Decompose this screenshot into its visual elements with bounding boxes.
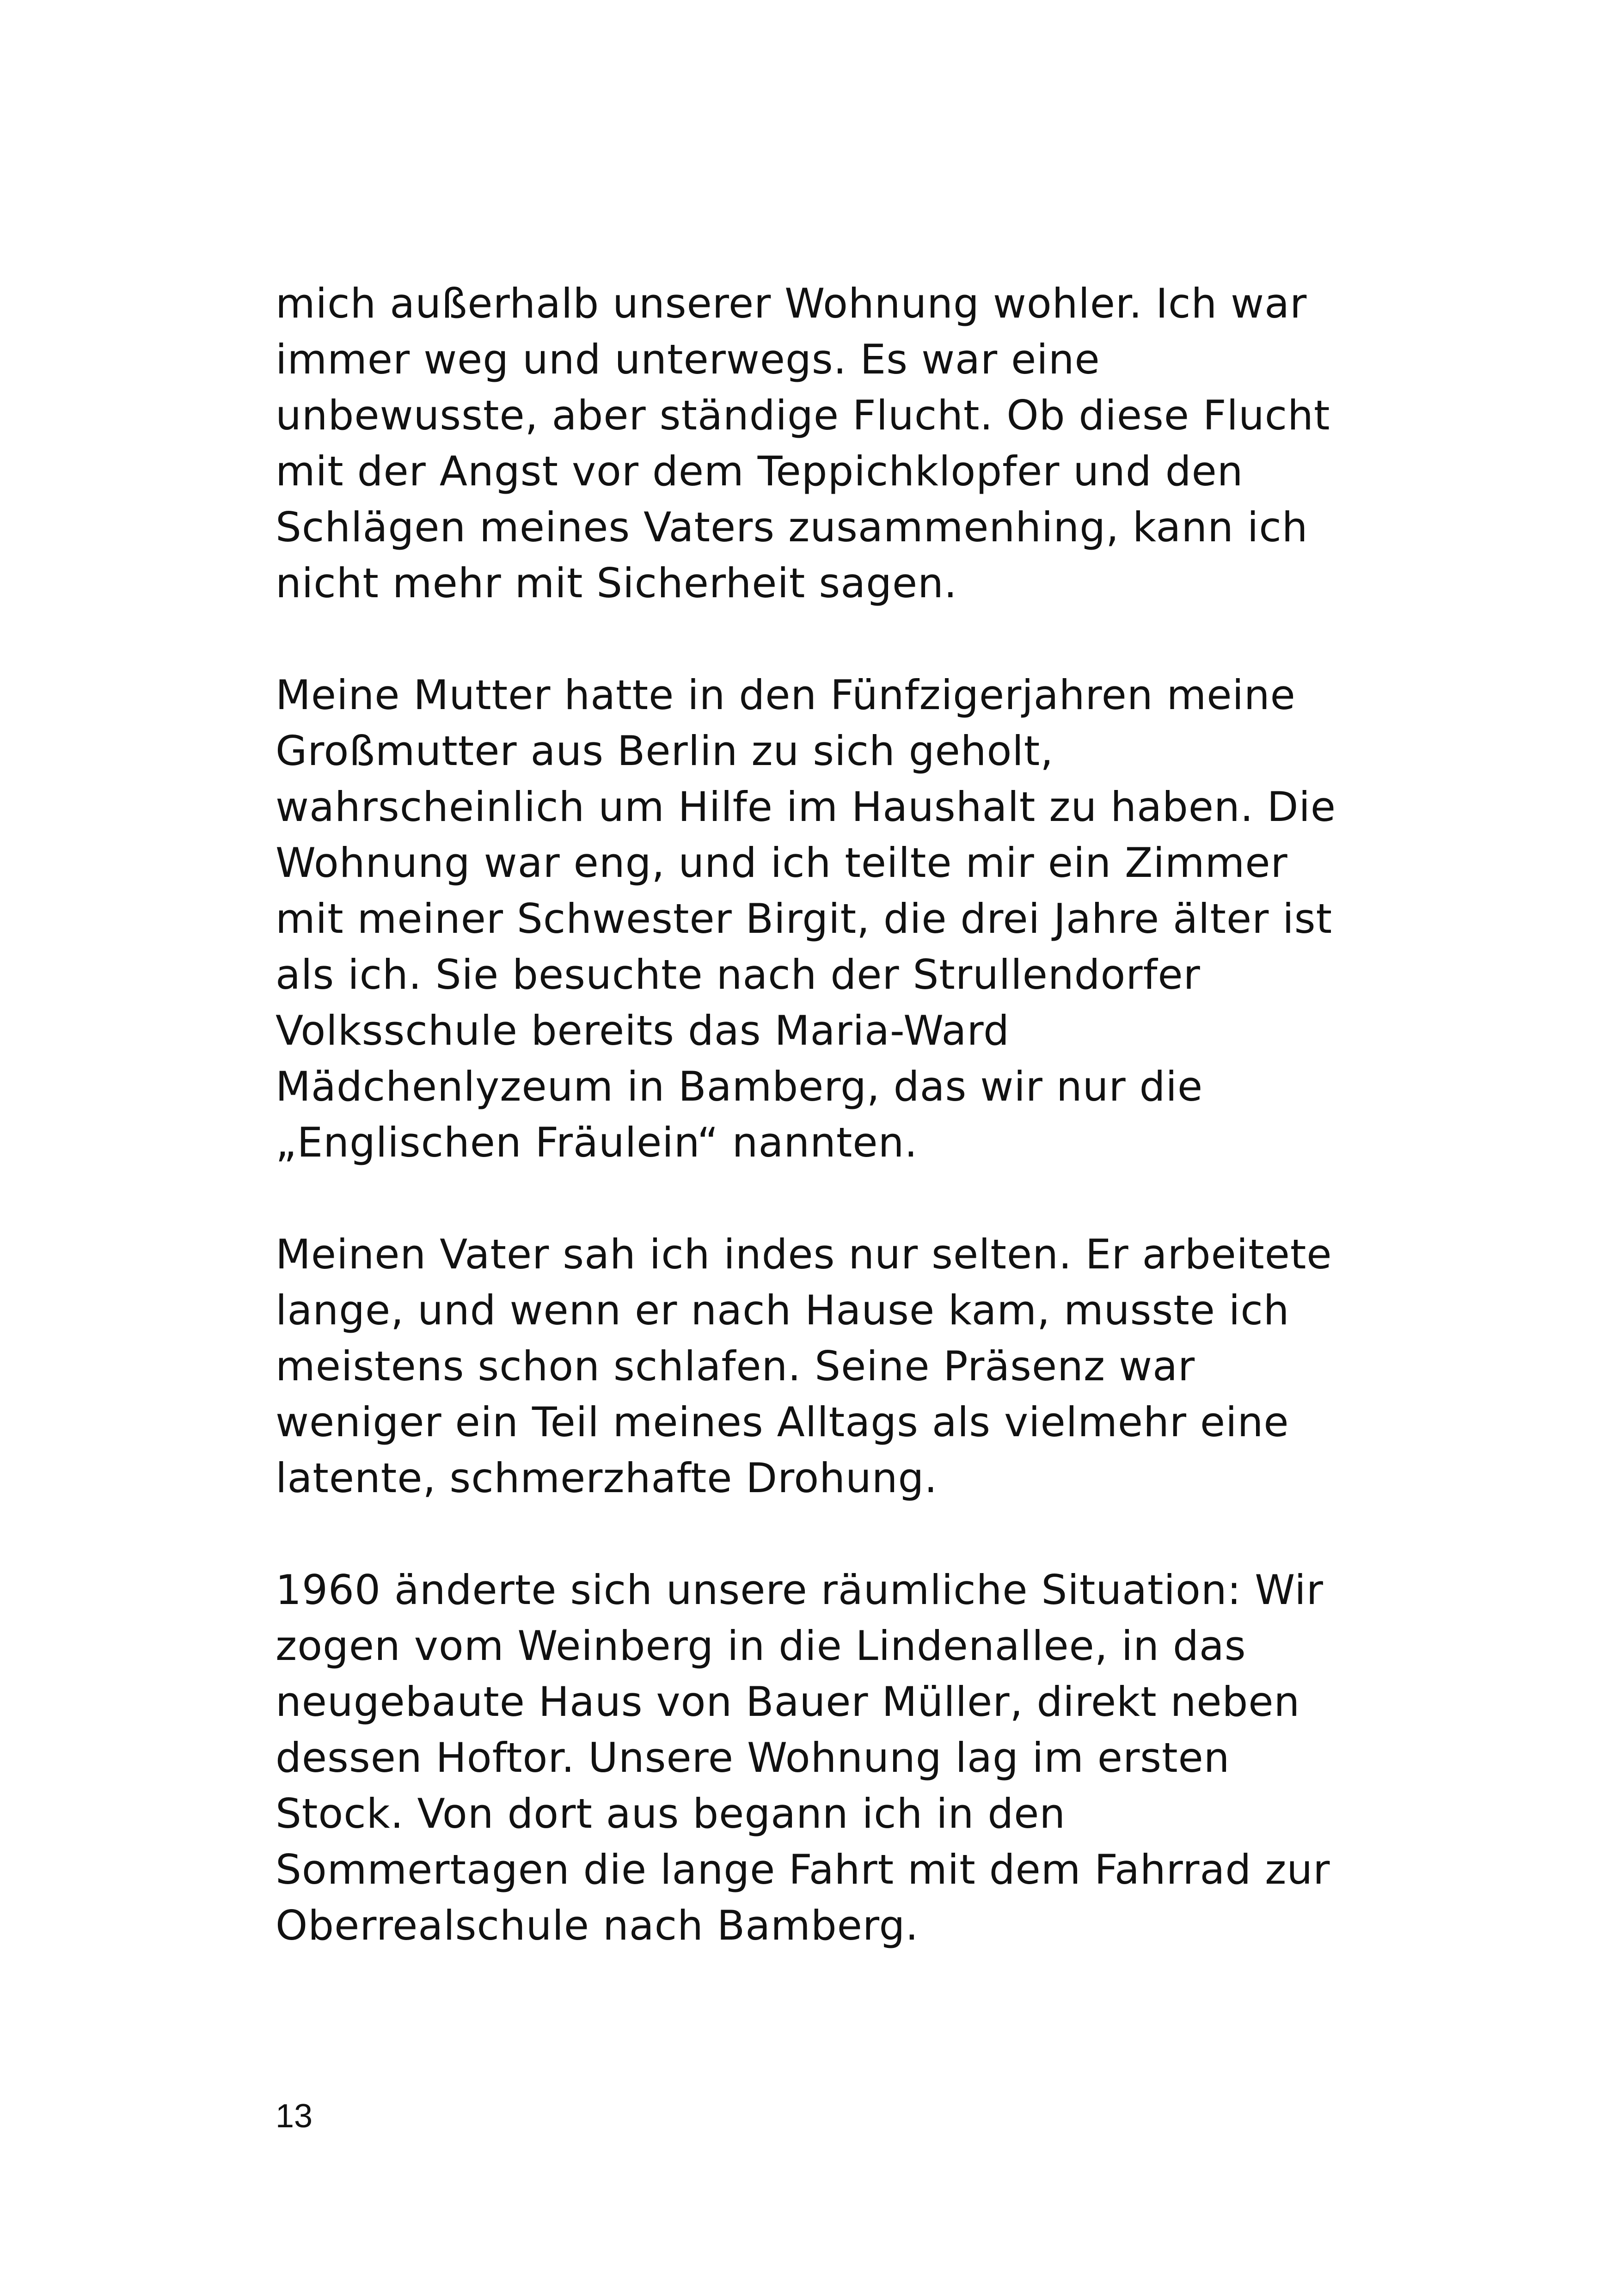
text-line: als ich. Sie besuchte nach der Strullendorfer bbox=[276, 951, 1201, 998]
paragraph-4 bbox=[276, 1562, 1394, 1953]
text-line: dessen Hoftor. Unsere Wohnung lag im ersten bbox=[276, 1734, 1230, 1782]
text-line: zogen vom Weinberg in die Lindenallee, in das bbox=[276, 1622, 1246, 1670]
text-line: lange, und wenn er nach Hause kam, musste ich bbox=[276, 1286, 1290, 1334]
paragraph-2 bbox=[276, 667, 1394, 1170]
text-line: mit meiner Schwester Birgit, die drei Jahre älter ist bbox=[276, 895, 1333, 943]
text-line: latente, schmerzhafte Drohung. bbox=[276, 1454, 938, 1502]
text-line: nicht mehr mit Sicherheit sagen. bbox=[276, 559, 957, 607]
text-line: „Englischen Fräulein“ nannten. bbox=[276, 1119, 918, 1166]
text-line: Meine Mutter hatte in den Fünfzigerjahren meine bbox=[276, 671, 1296, 719]
text-line: Schlägen meines Vaters zusammenhing, kann ich bbox=[276, 503, 1308, 551]
text-line: weniger ein Teil meines Alltags als vielmehr eine bbox=[276, 1398, 1289, 1446]
text-line: Volksschule bereits das Maria-Ward bbox=[276, 1007, 1010, 1054]
text-line: meistens schon schlafen. Seine Präsenz war bbox=[276, 1342, 1195, 1390]
text-line: Sommertagen die lange Fahrt mit dem Fahrrad zur bbox=[276, 1846, 1330, 1893]
text-line: neugebaute Haus von Bauer Müller, direkt neben bbox=[276, 1678, 1300, 1726]
text-line: unbewusste, aber ständige Flucht. Ob diese Flucht bbox=[276, 392, 1330, 439]
text-line: immer weg und unterwegs. Es war eine bbox=[276, 336, 1100, 383]
text-line: 1960 änderte sich unsere räumliche Situation: Wir bbox=[276, 1566, 1324, 1614]
text-line: Stock. Von dort aus begann ich in den bbox=[276, 1790, 1066, 1837]
text-line: Wohnung war eng, und ich teilte mir ein Zimmer bbox=[276, 839, 1288, 887]
text-line: Mädchenlyzeum in Bamberg, das wir nur die bbox=[276, 1063, 1203, 1110]
paragraph-3 bbox=[276, 1226, 1394, 1506]
body-text bbox=[276, 276, 1394, 2009]
text-line: Oberrealschule nach Bamberg. bbox=[276, 1902, 919, 1949]
text-line: Großmutter aus Berlin zu sich geholt, bbox=[276, 727, 1054, 775]
text-line: mich außerhalb unserer Wohnung wohler. Ich war bbox=[276, 280, 1307, 327]
text-line: wahrscheinlich um Hilfe im Haushalt zu haben. Die bbox=[276, 783, 1336, 831]
page-number: 13 bbox=[276, 2098, 313, 2135]
text-line: mit der Angst vor dem Teppichklopfer und den bbox=[276, 447, 1244, 495]
paragraph-1 bbox=[276, 276, 1394, 611]
text-line: Meinen Vater sah ich indes nur selten. Er arbeitete bbox=[276, 1231, 1332, 1278]
